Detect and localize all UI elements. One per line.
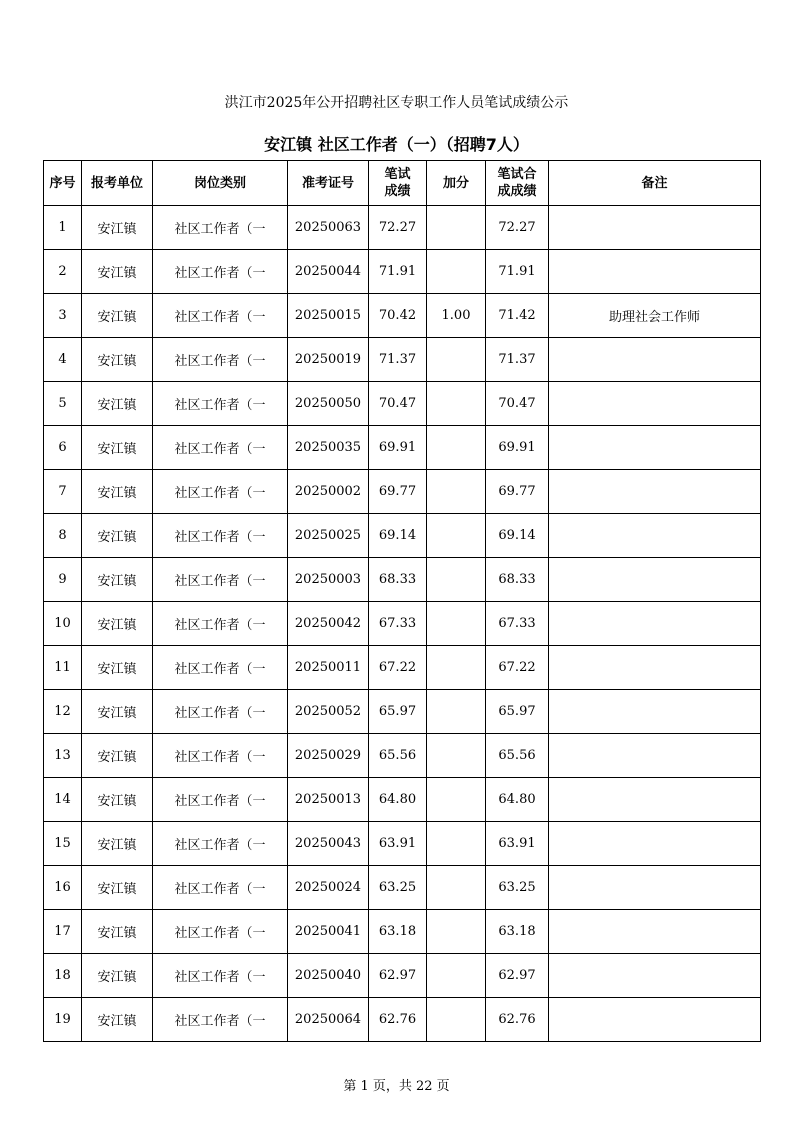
cell-score: 63.91 [369, 822, 427, 866]
cell-total: 63.25 [486, 866, 549, 910]
cell-bonus [427, 866, 486, 910]
table-row [44, 602, 761, 646]
cell-bonus [427, 382, 486, 426]
cell-score: 72.27 [369, 206, 427, 250]
cell-position: 社区工作者（一 [153, 338, 288, 382]
cell-exam-no: 20250029 [288, 734, 369, 778]
cell-position: 社区工作者（一 [153, 778, 288, 822]
cell-bonus [427, 558, 486, 602]
cell-exam-no: 20250044 [288, 250, 369, 294]
cell-bonus [427, 646, 486, 690]
cell-remark [549, 866, 761, 910]
cell-unit: 安江镇 [82, 294, 153, 338]
cell-position: 社区工作者（一 [153, 250, 288, 294]
table-row [44, 734, 761, 778]
cell-exam-no: 20250040 [288, 954, 369, 998]
cell-score: 63.18 [369, 910, 427, 954]
cell-bonus [427, 690, 486, 734]
cell-unit: 安江镇 [82, 206, 153, 250]
table-row [44, 998, 761, 1042]
cell-score: 67.22 [369, 646, 427, 690]
cell-remark [549, 998, 761, 1042]
cell-seq: 5 [44, 382, 82, 426]
cell-exam-no: 20250019 [288, 338, 369, 382]
cell-position: 社区工作者（一 [153, 690, 288, 734]
cell-position: 社区工作者（一 [153, 426, 288, 470]
table-row [44, 558, 761, 602]
cell-remark [549, 734, 761, 778]
cell-exam-no: 20250011 [288, 646, 369, 690]
header-total-line1: 笔试合 [497, 167, 537, 182]
cell-bonus [427, 910, 486, 954]
cell-seq: 10 [44, 602, 82, 646]
cell-unit: 安江镇 [82, 602, 153, 646]
scores-table [43, 160, 761, 1042]
cell-bonus [427, 822, 486, 866]
cell-seq: 9 [44, 558, 82, 602]
cell-total: 69.14 [486, 514, 549, 558]
cell-unit: 安江镇 [82, 426, 153, 470]
header-score [369, 161, 427, 206]
header-position: 岗位类别 [153, 161, 288, 206]
document-title: 洪江市2025年公开招聘社区专职工作人员笔试成绩公示 [224, 95, 569, 111]
header-exam-no: 准考证号 [288, 161, 369, 206]
cell-position: 社区工作者（一 [153, 514, 288, 558]
table-row [44, 690, 761, 734]
cell-position: 社区工作者（一 [153, 954, 288, 998]
cell-exam-no: 20250003 [288, 558, 369, 602]
cell-remark [549, 426, 761, 470]
cell-unit: 安江镇 [82, 778, 153, 822]
cell-remark [549, 338, 761, 382]
cell-total: 62.76 [486, 998, 549, 1042]
cell-total: 63.91 [486, 822, 549, 866]
cell-remark [549, 954, 761, 998]
cell-position: 社区工作者（一 [153, 206, 288, 250]
cell-exam-no: 20250025 [288, 514, 369, 558]
cell-unit: 安江镇 [82, 866, 153, 910]
cell-remark [549, 470, 761, 514]
cell-exam-no: 20250063 [288, 206, 369, 250]
cell-seq: 18 [44, 954, 82, 998]
cell-exam-no: 20250002 [288, 470, 369, 514]
cell-score: 69.14 [369, 514, 427, 558]
header-seq: 序号 [44, 161, 82, 206]
cell-unit: 安江镇 [82, 822, 153, 866]
cell-position: 社区工作者（一 [153, 822, 288, 866]
cell-exam-no: 20250015 [288, 294, 369, 338]
cell-unit: 安江镇 [82, 910, 153, 954]
cell-total: 67.22 [486, 646, 549, 690]
cell-unit: 安江镇 [82, 646, 153, 690]
table-row [44, 514, 761, 558]
cell-total: 72.27 [486, 206, 549, 250]
cell-bonus [427, 250, 486, 294]
cell-bonus [427, 470, 486, 514]
cell-score: 70.47 [369, 382, 427, 426]
cell-total: 69.91 [486, 426, 549, 470]
header-total-line2: 成成绩 [497, 184, 537, 199]
cell-total: 70.47 [486, 382, 549, 426]
header-total [486, 161, 549, 206]
cell-bonus [427, 338, 486, 382]
header-remark: 备注 [549, 161, 761, 206]
cell-unit: 安江镇 [82, 734, 153, 778]
cell-exam-no: 20250024 [288, 866, 369, 910]
header-score-line2: 成绩 [384, 184, 411, 199]
cell-exam-no: 20250064 [288, 998, 369, 1042]
table-row [44, 646, 761, 690]
page-footer: 第 1 页，共 22 页 [343, 1079, 450, 1094]
table-row [44, 294, 761, 338]
section-title: 安江镇 社区工作者（一）（招聘7人） [264, 135, 529, 154]
cell-unit: 安江镇 [82, 690, 153, 734]
cell-position: 社区工作者（一 [153, 294, 288, 338]
cell-bonus [427, 514, 486, 558]
table-row [44, 250, 761, 294]
cell-score: 64.80 [369, 778, 427, 822]
header-score-line1: 笔试 [384, 167, 411, 182]
cell-score: 71.37 [369, 338, 427, 382]
cell-unit: 安江镇 [82, 250, 153, 294]
cell-seq: 14 [44, 778, 82, 822]
cell-score: 65.97 [369, 690, 427, 734]
cell-remark [549, 382, 761, 426]
cell-total: 65.56 [486, 734, 549, 778]
cell-score: 68.33 [369, 558, 427, 602]
cell-position: 社区工作者（一 [153, 602, 288, 646]
cell-exam-no: 20250052 [288, 690, 369, 734]
cell-seq: 12 [44, 690, 82, 734]
cell-position: 社区工作者（一 [153, 646, 288, 690]
cell-unit: 安江镇 [82, 470, 153, 514]
cell-seq: 7 [44, 470, 82, 514]
table-row [44, 954, 761, 998]
cell-unit: 安江镇 [82, 338, 153, 382]
cell-position: 社区工作者（一 [153, 382, 288, 426]
cell-exam-no: 20250050 [288, 382, 369, 426]
cell-total: 71.37 [486, 338, 549, 382]
cell-score: 69.77 [369, 470, 427, 514]
cell-remark [549, 910, 761, 954]
header-bonus: 加分 [427, 161, 486, 206]
cell-score: 63.25 [369, 866, 427, 910]
cell-score: 62.76 [369, 998, 427, 1042]
cell-unit: 安江镇 [82, 558, 153, 602]
cell-exam-no: 20250013 [288, 778, 369, 822]
cell-score: 67.33 [369, 602, 427, 646]
cell-bonus [427, 998, 486, 1042]
cell-unit: 安江镇 [82, 954, 153, 998]
cell-total: 64.80 [486, 778, 549, 822]
cell-score: 62.97 [369, 954, 427, 998]
cell-total: 67.33 [486, 602, 549, 646]
header-unit: 报考单位 [82, 161, 153, 206]
cell-total: 71.91 [486, 250, 549, 294]
cell-seq: 15 [44, 822, 82, 866]
cell-total: 71.42 [486, 294, 549, 338]
cell-total: 63.18 [486, 910, 549, 954]
table-row [44, 778, 761, 822]
cell-score: 69.91 [369, 426, 427, 470]
cell-total: 65.97 [486, 690, 549, 734]
table-row [44, 382, 761, 426]
cell-seq: 6 [44, 426, 82, 470]
cell-seq: 17 [44, 910, 82, 954]
cell-position: 社区工作者（一 [153, 470, 288, 514]
cell-bonus [427, 778, 486, 822]
cell-remark: 助理社会工作师 [549, 294, 761, 338]
table-row [44, 822, 761, 866]
cell-remark [549, 250, 761, 294]
cell-seq: 13 [44, 734, 82, 778]
cell-seq: 16 [44, 866, 82, 910]
cell-seq: 2 [44, 250, 82, 294]
table-row [44, 910, 761, 954]
cell-remark [549, 206, 761, 250]
table-header-row [44, 161, 761, 206]
cell-bonus [427, 734, 486, 778]
cell-remark [549, 514, 761, 558]
cell-bonus: 1.00 [427, 294, 486, 338]
cell-unit: 安江镇 [82, 998, 153, 1042]
table-row [44, 338, 761, 382]
cell-remark [549, 690, 761, 734]
cell-position: 社区工作者（一 [153, 866, 288, 910]
cell-remark [549, 778, 761, 822]
cell-seq: 11 [44, 646, 82, 690]
cell-position: 社区工作者（一 [153, 910, 288, 954]
cell-seq: 19 [44, 998, 82, 1042]
cell-position: 社区工作者（一 [153, 734, 288, 778]
cell-seq: 4 [44, 338, 82, 382]
cell-bonus [427, 426, 486, 470]
cell-position: 社区工作者（一 [153, 558, 288, 602]
table-row [44, 426, 761, 470]
cell-total: 68.33 [486, 558, 549, 602]
cell-score: 70.42 [369, 294, 427, 338]
cell-total: 69.77 [486, 470, 549, 514]
cell-bonus [427, 602, 486, 646]
cell-exam-no: 20250041 [288, 910, 369, 954]
cell-unit: 安江镇 [82, 514, 153, 558]
table-body [44, 206, 761, 1042]
cell-exam-no: 20250042 [288, 602, 369, 646]
cell-seq: 1 [44, 206, 82, 250]
cell-bonus [427, 206, 486, 250]
table-row [44, 470, 761, 514]
cell-remark [549, 602, 761, 646]
cell-score: 71.91 [369, 250, 427, 294]
cell-position: 社区工作者（一 [153, 998, 288, 1042]
cell-unit: 安江镇 [82, 382, 153, 426]
cell-exam-no: 20250043 [288, 822, 369, 866]
table-row [44, 866, 761, 910]
cell-seq: 3 [44, 294, 82, 338]
cell-remark [549, 558, 761, 602]
cell-score: 65.56 [369, 734, 427, 778]
cell-remark [549, 646, 761, 690]
cell-remark [549, 822, 761, 866]
cell-bonus [427, 954, 486, 998]
cell-seq: 8 [44, 514, 82, 558]
cell-exam-no: 20250035 [288, 426, 369, 470]
table-row [44, 206, 761, 250]
cell-total: 62.97 [486, 954, 549, 998]
